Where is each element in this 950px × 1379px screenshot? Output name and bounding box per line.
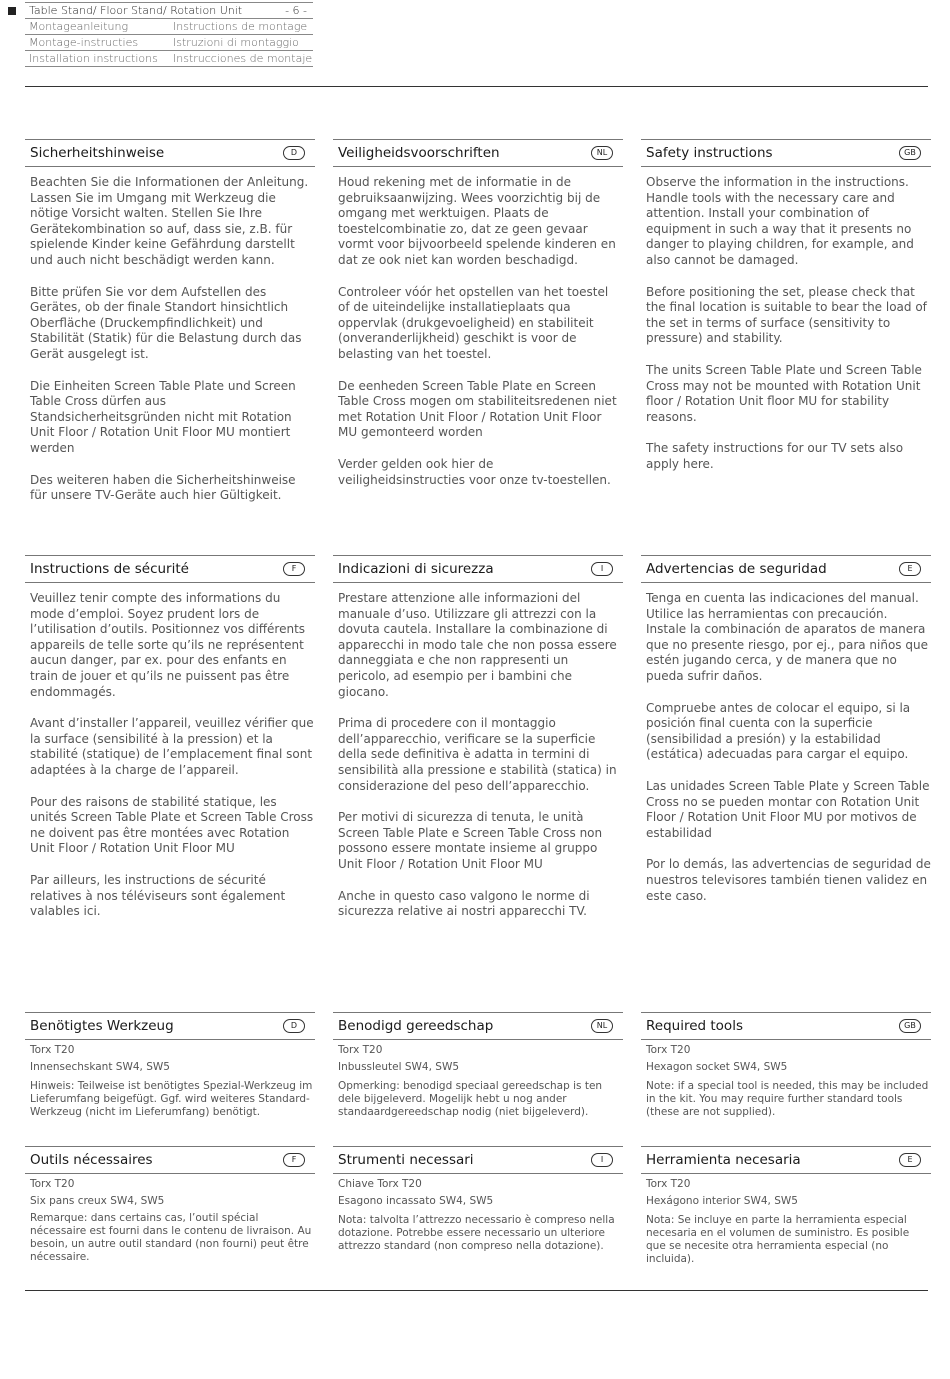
section-header <box>641 555 931 583</box>
section-title: Safety instructions <box>646 145 773 161</box>
header-row <box>25 35 313 51</box>
header-label: Instructions de montage <box>173 20 308 33</box>
header-divider <box>25 86 928 87</box>
tool-item: Innensechskant SW4, SW5 <box>30 1061 170 1073</box>
safety-section-gb <box>641 139 931 489</box>
tools-section-es <box>641 1146 931 1270</box>
section-body <box>333 167 623 488</box>
tool-note: Nota: Se incluye en parte la herramienta especial necesaria en el volumen de suministro. Es posible que se necesite otra herramienta especial (no incluida). <box>646 1214 910 1265</box>
section-body <box>641 583 931 904</box>
document-header <box>25 2 313 67</box>
tool-item: Torx T20 <box>646 1178 691 1190</box>
paragraph: Des weiteren haben die Sicherheitshinweise für unsere TV-Geräte auch hier Gültigkeit. <box>30 472 296 503</box>
paragraph: Avant d’installer l’appareil, veuillez vérifier que la surface (sensibilité à la pression) et la stabilité (statique) de l’emplacement final sont adaptées à la charge de l’appareil. <box>30 716 314 777</box>
paragraph: Die Einheiten Screen Table Plate und Screen Table Cross dürfen aus Standsicherheitsgründen nicht mit Rotation Unit Floor / Rotation Unit Floor MU montiert werden <box>30 378 296 455</box>
header-label: Instrucciones de montaje <box>173 52 313 65</box>
tool-item: Chiave Torx T20 <box>338 1178 422 1190</box>
paragraph: Before positioning the set, please check that the final location is suitable to bear the load of the set in terms of surface (sensitivity to pressure) and stability. <box>646 284 927 346</box>
tool-note: Nota: talvolta l’attrezzo necessario è compreso nella dotazione. Potrebbe essere necessario un ulteriore attrezzo standard (non compreso nella dotazione). <box>338 1214 615 1252</box>
tool-note: Opmerking: benodigd speciaal gereedschap is ten dele bijgeleverd. Mogelijk hebt u nog ander standaardgereedschap nodig (niet bijgeleverd). <box>338 1080 603 1118</box>
section-header <box>25 555 315 583</box>
section-header <box>25 1012 315 1040</box>
tool-note: Remarque: dans certains cas, l’outil spécial nécessaire est fourni dans le contenu de livraison. Au besoin, un autre outil standard (non fourni) peut être nécessaire. <box>30 1212 312 1263</box>
language-badge: I <box>591 1153 613 1167</box>
tool-item: Torx T20 <box>30 1178 75 1190</box>
section-body <box>641 167 931 473</box>
tools-section-nl <box>333 1012 623 1123</box>
section-title: Instructions de sécurité <box>30 561 189 577</box>
header-label: Istruzioni di montaggio <box>173 36 299 49</box>
section-title: Benötigtes Werkzeug <box>30 1018 174 1034</box>
language-badge: GB <box>899 146 921 160</box>
section-body <box>333 583 623 920</box>
paragraph: The safety instructions for our TV sets also apply here. <box>646 441 904 471</box>
tools-section-gb <box>641 1012 931 1123</box>
section-header <box>333 555 623 583</box>
section-header <box>333 1012 623 1040</box>
section-title: Outils nécessaires <box>30 1152 153 1168</box>
section-header <box>25 1146 315 1174</box>
paragraph: Prima di procedere con il montaggio dell’apparecchio, verificare se la superficie della sede definitiva è adatta in termini di sensibilità alla pressione e stabilità (statica) in considerazione del peso dell’apparecchio. <box>338 716 617 793</box>
safety-section-de <box>25 139 315 520</box>
section-body <box>641 1174 931 1266</box>
header-label: Montageanleitung <box>29 20 129 33</box>
tool-note: Hinweis: Teilweise ist benötigtes Spezial-Werkzeug im Lieferumfang beigefügt. Ggf. wird weiteres Standard-Werkzeug (nicht im Lieferumfang) benötigt. <box>30 1080 313 1118</box>
footer-divider <box>25 1290 928 1291</box>
header-label: Installation instructions <box>29 52 158 65</box>
section-title: Indicazioni di sicurezza <box>338 561 494 577</box>
paragraph: De eenheden Screen Table Plate en Screen Table Cross mogen om stabiliteitsredenen niet met Rotation Unit Floor / Rotation Unit Floor MU gemonteerd worden <box>338 378 617 440</box>
paragraph: Por lo demás, las advertencias de seguridad de nuestros televisores también tienen validez en este caso. <box>646 857 931 903</box>
safety-section-nl <box>333 139 623 504</box>
tool-item: Torx T20 <box>646 1044 691 1056</box>
section-title: Benodigd gereedschap <box>338 1018 494 1034</box>
section-header <box>641 1146 931 1174</box>
paragraph: Verder gelden ook hier de veiligheidsinstructies voor onze tv-toestellen. <box>338 456 611 487</box>
paragraph: Anche in questo caso valgono le norme di sicurezza relative ai nostri apparecchi TV. <box>338 888 590 919</box>
paragraph: Beachten Sie die Informationen der Anleitung. Lassen Sie im Umgang mit Werkzeug die nötige Vorsicht walten. Stellen Sie Ihre Gerätekombination so auf, dass sie, z.B. für spielende Kinder keine Gefährdung darstellt und auch nicht beschädigt werden kann. <box>30 175 309 267</box>
section-header <box>641 139 931 167</box>
tool-item: Hexágono interior SW4, SW5 <box>646 1195 798 1207</box>
language-badge: I <box>591 562 613 576</box>
tool-item: Six pans creux SW4, SW5 <box>30 1195 165 1207</box>
tools-section-it <box>333 1146 623 1257</box>
safety-section-fr <box>25 555 315 936</box>
tools-section-de <box>25 1012 315 1123</box>
language-badge: F <box>283 1153 305 1167</box>
paragraph: Houd rekening met de informatie in de gebruiksaanwijzing. Wees voorzichtig bij de omgang met werktuigen. Plaats de toestelcombinatie zo, dat ze geen gevaar vormt voor bijvoorbeeld spelende kinderen en dat ze ook niet kan worden beschadigd. <box>338 175 616 267</box>
section-title: Advertencias de seguridad <box>646 561 827 577</box>
section-title: Herramienta necesaria <box>646 1152 801 1168</box>
tool-item: Hexagon socket SW4, SW5 <box>646 1061 788 1073</box>
paragraph: Compruebe antes de colocar el equipo, si la posición final cuenta con la superficie (sensibilidad a presión) y la estabilidad (estática) adecuadas para cargar el equipo. <box>646 700 911 762</box>
section-body <box>25 1040 315 1119</box>
header-label: Montage-instructies <box>29 36 139 49</box>
header-bullet-square <box>8 7 16 15</box>
tool-item: Torx T20 <box>338 1044 383 1056</box>
header-row-title <box>25 2 313 19</box>
language-badge: NL <box>591 1019 613 1033</box>
language-badge: F <box>283 562 305 576</box>
tool-note: Note: if a special tool is needed, this may be included in the kit. You may require further standard tools (these are not supplied). <box>646 1080 929 1118</box>
section-header <box>641 1012 931 1040</box>
section-body <box>25 583 315 920</box>
paragraph: Prestare attenzione alle informazioni del manuale d’uso. Utilizzare gli attrezzi con la dovuta cautela. Installare la combinazione di apparecchi in modo tale che non possa essere danneggiata e che non rappresenti un pericolo, ad esempio per i bambini che giocano. <box>338 591 617 699</box>
paragraph: Pour des raisons de stabilité statique, les unités Screen Table Plate et Screen Table Cross ne doivent pas être montées avec Rotation Unit Floor / Rotation Unit Floor MU <box>30 794 314 856</box>
paragraph: Las unidades Screen Table Plate y Screen Table Cross no se pueden montar con Rotation Unit Floor / Rotation Unit Floor MU por motivos de estabilidad <box>646 778 930 840</box>
section-title: Required tools <box>646 1018 743 1034</box>
language-badge: E <box>899 562 921 576</box>
section-title: Strumenti necessari <box>338 1152 474 1168</box>
section-body <box>25 167 315 504</box>
section-header <box>333 139 623 167</box>
paragraph: Par ailleurs, les instructions de sécurité relatives à nos téléviseurs sont également valables ici. <box>30 872 286 919</box>
section-title: Veiligheidsvoorschriften <box>338 145 500 161</box>
section-body <box>333 1174 623 1253</box>
language-badge: GB <box>899 1019 921 1033</box>
tool-item: Inbussleutel SW4, SW5 <box>338 1061 460 1073</box>
paragraph: Bitte prüfen Sie vor dem Aufstellen des Gerätes, ob der finale Standort hinsichtlich Oberfläche (Druckempfindlichkeit) und Stabilität (Statik) für die Belastung durch das Gerät ausgelegt ist. <box>30 284 302 361</box>
safety-section-it <box>333 555 623 936</box>
language-badge: NL <box>591 146 613 160</box>
section-header <box>333 1146 623 1174</box>
language-badge: D <box>283 1019 305 1033</box>
header-row <box>25 19 313 35</box>
language-badge: D <box>283 146 305 160</box>
header-row <box>25 51 313 67</box>
section-body <box>333 1040 623 1119</box>
paragraph: The units Screen Table Plate und Screen Table Cross may not be mounted with Rotation Unit floor / Rotation Unit floor MU for stability reasons. <box>646 362 922 424</box>
paragraph: Per motivi di sicurezza di tenuta, le unità Screen Table Plate e Screen Table Cross non possono essere montate insieme al gruppo Unit Floor / Rotation Unit Floor MU <box>338 810 603 871</box>
paragraph: Tenga en cuenta las indicaciones del manual. Utilice las herramientas con precaución. Instale la combinación de aparatos de manera que no presente riesgo, por ej., para niños que estén jugando cerca, y de manera que no pueda sufrir daños. <box>646 591 928 683</box>
language-badge: E <box>899 1153 921 1167</box>
tool-item: Esagono incassato SW4, SW5 <box>338 1195 494 1207</box>
tool-item: Torx T20 <box>30 1044 75 1056</box>
page-number: - 6 - <box>285 4 307 17</box>
section-body <box>25 1174 315 1264</box>
paragraph: Veuillez tenir compte des informations du mode d’emploi. Soyez prudent lors de l’utilisation d’outils. Positionnez vos différents appareils de telle sorte qu’ils ne représentent aucun danger, par ex. pour des enfants en train de jouer et qu’ils ne puissent pas être endommagés. <box>30 591 306 699</box>
paragraph: Controleer vóór het opstellen van het toestel of de uiteindelijke installatieplaats qua oppervlak (drukgevoeligheid) en stabiliteit (onveranderlijkheid) geschikt is voor de belasting van het toestel. <box>338 284 609 361</box>
document-title: Table Stand/ Floor Stand/ Rotation Unit <box>29 4 243 17</box>
section-title: Sicherheitshinweise <box>30 145 165 161</box>
section-header <box>25 139 315 167</box>
section-body <box>641 1040 931 1119</box>
paragraph: Observe the information in the instructions. Handle tools with the necessary care and attention. Install your combination of equipment in such a way that it presents no danger to playing children, for example, and also cannot be damaged. <box>646 175 914 267</box>
safety-section-es <box>641 555 931 920</box>
tools-section-fr <box>25 1146 315 1268</box>
